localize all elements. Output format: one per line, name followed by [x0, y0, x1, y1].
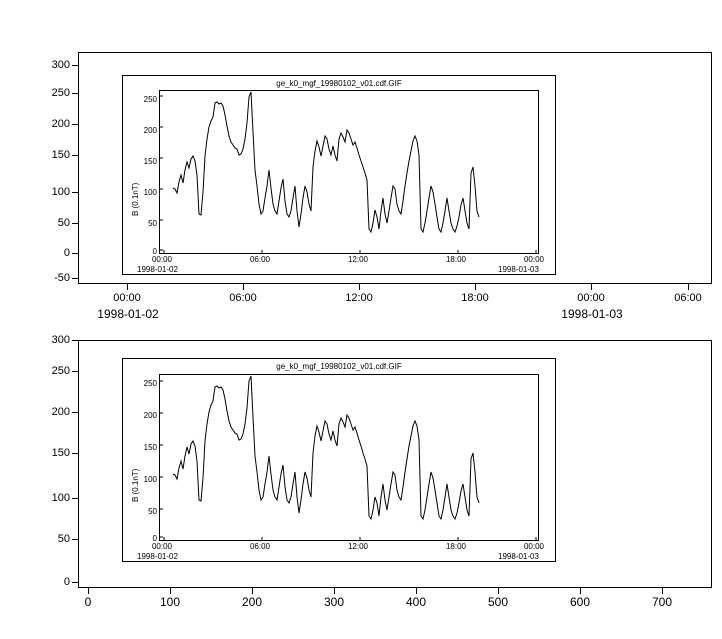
top-xtick-label: 18:00 — [461, 292, 489, 304]
bottom-ytick-label: 0 — [63, 576, 70, 588]
top-xtick — [243, 284, 244, 290]
bottom-xtick — [88, 588, 89, 594]
bottom-xtick — [252, 588, 253, 594]
top-xtick — [359, 284, 360, 290]
embedded-chart-ylabel: B (0.1nT) — [131, 468, 140, 502]
top-ytick — [72, 192, 78, 193]
top-ytick-label: 150 — [51, 149, 70, 161]
bottom-xtick — [334, 588, 335, 594]
bottom-xtick-label: 500 — [487, 595, 509, 609]
bottom-ytick — [72, 539, 78, 540]
embedded-ytick-label: 50 — [148, 507, 157, 516]
top-xtick-label: 12:00 — [345, 292, 373, 304]
bottom-ytick-label: 250 — [51, 365, 70, 377]
bottom-xtick — [170, 588, 171, 594]
embedded-plot-top — [159, 90, 539, 254]
embedded-xtick-label: 12:00 — [347, 255, 369, 264]
top-ytick-label: 0 — [63, 247, 70, 259]
embedded-xtick-label: 00:00 — [523, 542, 545, 551]
bottom-embedded-chart — [122, 358, 556, 562]
embedded-xtick-date-right: 1998-01-03 — [498, 265, 539, 274]
embedded-xtick-label: 00:00 — [523, 255, 545, 264]
bottom-xtick-label: 600 — [569, 595, 591, 609]
embedded-xtick-label: 18:00 — [445, 542, 467, 551]
embedded-xtick-label: 18:00 — [445, 255, 467, 264]
embedded-xtick-label: 12:00 — [347, 542, 369, 551]
top-xtick-label: 06:00 — [229, 292, 257, 304]
bottom-ytick-label: 300 — [51, 334, 70, 346]
embedded-ytick-label: 0 — [152, 247, 157, 256]
top-ytick — [72, 253, 78, 254]
embedded-ytick-label: 250 — [143, 379, 157, 388]
embedded-xtick-label: 06:00 — [249, 542, 271, 551]
bottom-xtick — [662, 588, 663, 594]
embedded-ytick-label: 200 — [143, 126, 157, 135]
top-ytick-label: 300 — [51, 59, 70, 71]
top-ytick — [72, 155, 78, 156]
embedded-series-line — [173, 92, 479, 232]
top-xtick — [688, 284, 689, 290]
top-ytick-label: 200 — [51, 118, 70, 130]
embedded-xtick-date-left: 1998-01-02 — [137, 265, 178, 274]
embedded-series-line — [173, 376, 479, 519]
top-xtick — [127, 284, 128, 290]
embedded-ytick-label: 150 — [143, 443, 157, 452]
embedded-ytick-label: 100 — [143, 188, 157, 197]
bottom-ytick — [72, 340, 78, 341]
top-ytick-label: 100 — [51, 186, 70, 198]
bottom-ytick — [72, 453, 78, 454]
bottom-ytick — [72, 412, 78, 413]
bottom-xtick-label: 400 — [405, 595, 427, 609]
top-xtick-label: 00:00 — [113, 292, 141, 304]
embedded-ytick-label: 150 — [143, 157, 157, 166]
embedded-plot-bottom — [159, 374, 539, 541]
embedded-ytick-label: 250 — [143, 95, 157, 104]
top-xtick-sublabel: 1998-01-03 — [561, 307, 623, 321]
top-xtick-label: 06:00 — [674, 292, 702, 304]
top-embedded-chart — [122, 75, 556, 275]
embedded-xtick-label: 06:00 — [249, 255, 271, 264]
bottom-xtick-label: 100 — [159, 595, 181, 609]
bottom-xtick-label: 0 — [84, 595, 92, 609]
bottom-ytick — [72, 498, 78, 499]
embedded-xtick-date-left: 1998-01-02 — [137, 552, 178, 561]
bottom-ytick — [72, 582, 78, 583]
top-ytick-label: -50 — [54, 272, 70, 284]
embedded-xtick-label: 00:00 — [151, 255, 173, 264]
top-ytick — [72, 65, 78, 66]
embedded-ytick-label: 0 — [152, 534, 157, 543]
embedded-chart-title: ge_k0_mgf_19980102_v01.cdf.GIF — [276, 362, 402, 371]
bottom-ytick-label: 50 — [57, 533, 70, 545]
top-ytick — [72, 278, 78, 279]
bottom-xtick — [498, 588, 499, 594]
embedded-ytick-label: 200 — [143, 411, 157, 420]
top-ytick — [72, 223, 78, 224]
bottom-ytick — [72, 371, 78, 372]
embedded-xtick-date-right: 1998-01-03 — [498, 552, 539, 561]
embedded-xtick-label: 00:00 — [151, 542, 173, 551]
bottom-panel — [0, 330, 722, 639]
bottom-xtick — [416, 588, 417, 594]
top-ytick — [72, 124, 78, 125]
top-xtick — [591, 284, 592, 290]
bottom-ytick-label: 200 — [51, 406, 70, 418]
bottom-xtick — [580, 588, 581, 594]
top-ytick-label: 50 — [57, 217, 70, 229]
top-xtick-sublabel: 1998-01-02 — [97, 307, 159, 321]
embedded-chart-ylabel: B (0.1nT) — [131, 182, 140, 216]
top-ytick-label: 250 — [51, 87, 70, 99]
bottom-xtick-label: 700 — [651, 595, 673, 609]
bottom-xtick-label: 300 — [323, 595, 345, 609]
top-xtick-label: 00:00 — [577, 292, 605, 304]
top-xtick — [475, 284, 476, 290]
embedded-chart-title: ge_k0_mgf_19980102_v01.cdf.GIF — [276, 79, 402, 88]
embedded-ytick-label: 50 — [148, 219, 157, 228]
embedded-ytick-label: 100 — [143, 475, 157, 484]
bottom-ytick-label: 100 — [51, 492, 70, 504]
bottom-xtick-label: 200 — [241, 595, 263, 609]
top-ytick — [72, 93, 78, 94]
bottom-ytick-label: 150 — [51, 447, 70, 459]
